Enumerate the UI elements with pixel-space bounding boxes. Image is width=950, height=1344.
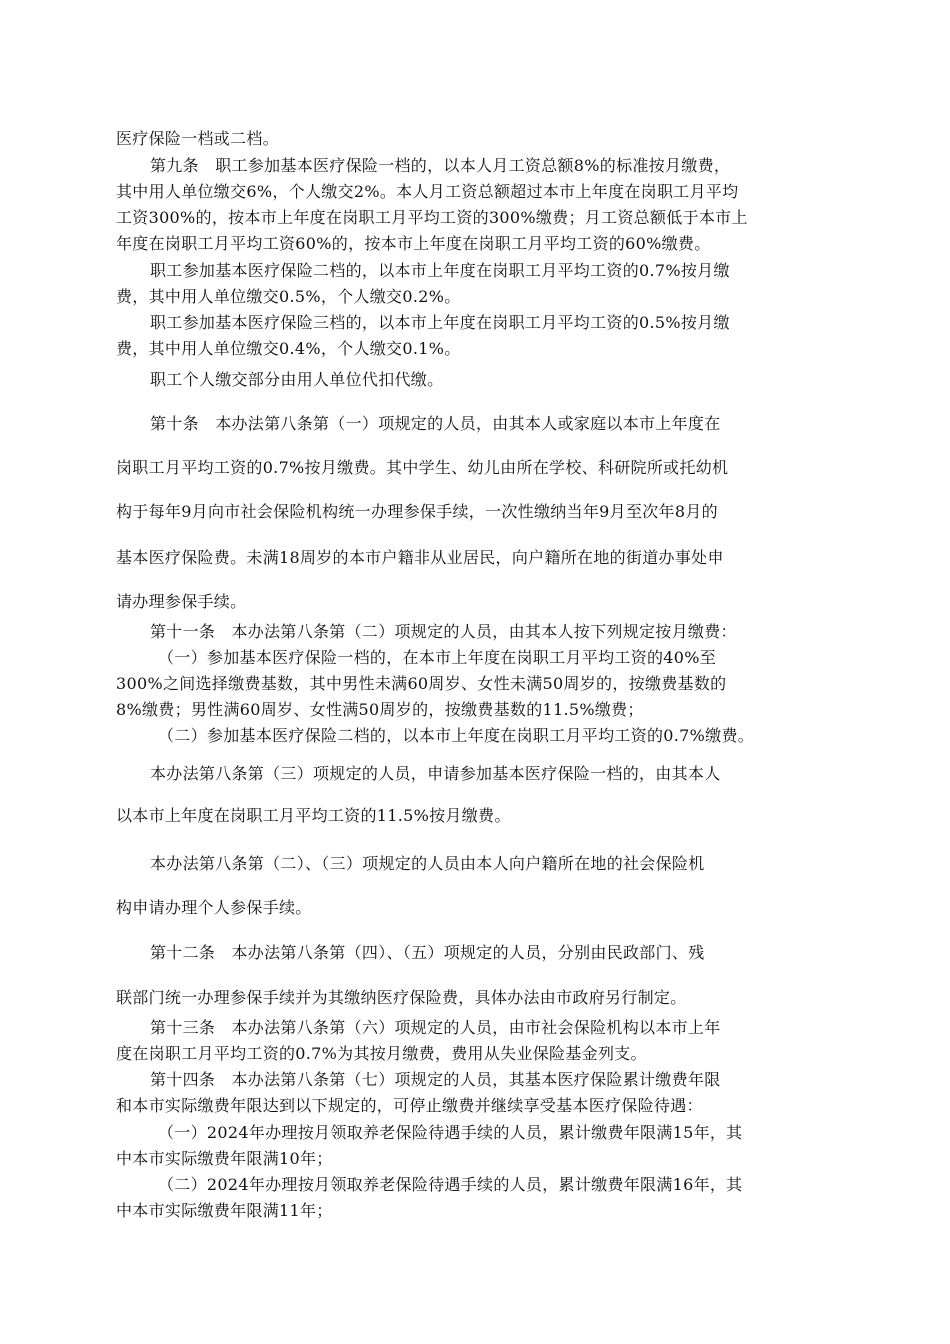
text-line: 费，其中用人单位缴交0.5%，个人缴交0.2%。 — [116, 287, 461, 306]
text-line: 第十二条 本办法第八条第（四）、（五）项规定的人员，分别由民政部门、残 — [150, 943, 705, 962]
text-line: 以本市上年度在岗职工月平均工资的11.5%按月缴费。 — [116, 806, 511, 825]
text-line: 第十三条 本办法第八条第（六）项规定的人员，由市社会保险机构以本市上年 — [150, 1018, 721, 1037]
text-line: 本办法第八条第（三）项规定的人员，申请参加基本医疗保险一档的，由其本人 — [150, 764, 721, 783]
text-line: 第九条 职工参加基本医疗保险一档的，以本人月工资总额8%的标准按月缴费， — [150, 156, 731, 175]
text-line: （二）参加基本医疗保险二档的，以本市上年度在岗职工月平均工资的0.7%缴费。 — [158, 726, 755, 745]
text-line: 本办法第八条第（二）、（三）项规定的人员由本人向户籍所在地的社会保险机 — [150, 854, 705, 873]
text-line: 医疗保险一档或二档。 — [116, 129, 280, 148]
text-line: 300%之间选择缴费基数，其中男性未满60周岁、女性未满50周岁的，按缴费基数的 — [116, 674, 727, 693]
text-line: 构于每年9月向市社会保险机构统一办理参保手续，一次性缴纳当年9月至次年8月的 — [116, 502, 718, 521]
text-line: （一）2024年办理按月领取养老保险待遇手续的人员，累计缴费年限满15年，其 — [158, 1123, 743, 1142]
text-line: 第十一条 本办法第八条第（二）项规定的人员，由其本人按下列规定按月缴费： — [150, 622, 737, 641]
text-line: 中本市实际缴费年限满10年； — [116, 1149, 333, 1168]
text-line: 请办理参保手续。 — [116, 592, 247, 611]
text-line: 联部门统一办理参保手续并为其缴纳医疗保险费，具体办法由市政府另行制定。 — [116, 988, 687, 1007]
text-line: （二）2024年办理按月领取养老保险待遇手续的人员，累计缴费年限满16年，其 — [158, 1175, 743, 1194]
text-line: 费，其中用人单位缴交0.4%，个人缴交0.1%。 — [116, 339, 461, 358]
text-line: 岗职工月平均工资的0.7%按月缴费。其中学生、幼儿由所在学校、科研院所或托幼机 — [116, 458, 729, 477]
text-line: 工资300%的，按本市上年度在岗职工月平均工资的300%缴费；月工资总额低于本市上 — [116, 208, 748, 227]
text-line: 第十四条 本办法第八条第（七）项规定的人员，其基本医疗保险累计缴费年限 — [150, 1070, 721, 1089]
text-line: 第十条 本办法第八条第（一）项规定的人员，由其本人或家庭以本市上年度在 — [150, 414, 721, 433]
text-line: 构申请办理个人参保手续。 — [116, 898, 312, 917]
text-line: 其中用人单位缴交6%，个人缴交2%。本人月工资总额超过本市上年度在岗职工月平均 — [116, 182, 739, 201]
text-line: 基本医疗保险费。未满18周岁的本市户籍非从业居民，向户籍所在地的街道办事处申 — [116, 548, 724, 567]
text-line: （一）参加基本医疗保险一档的，在本市上年度在岗职工月平均工资的40%至 — [158, 648, 717, 667]
text-line: 职工个人缴交部分由用人单位代扣代缴。 — [150, 370, 444, 389]
text-line: 年度在岗职工月平均工资60%的，按本市上年度在岗职工月平均工资的60%缴费。 — [116, 234, 711, 253]
text-line: 和本市实际缴费年限达到以下规定的，可停止缴费并继续享受基本医疗保险待遇： — [116, 1096, 703, 1115]
text-line: 中本市实际缴费年限满11年； — [116, 1201, 333, 1220]
text-line: 度在岗职工月平均工资的0.7%为其按月缴费，费用从失业保险基金列支。 — [116, 1044, 647, 1063]
text-line: 职工参加基本医疗保险三档的，以本市上年度在岗职工月平均工资的0.5%按月缴 — [150, 313, 730, 332]
text-line: 8%缴费；男性满60周岁、女性满50周岁的，按缴费基数的11.5%缴费； — [116, 700, 644, 719]
text-line: 职工参加基本医疗保险二档的，以本市上年度在岗职工月平均工资的0.7%按月缴 — [150, 261, 730, 280]
